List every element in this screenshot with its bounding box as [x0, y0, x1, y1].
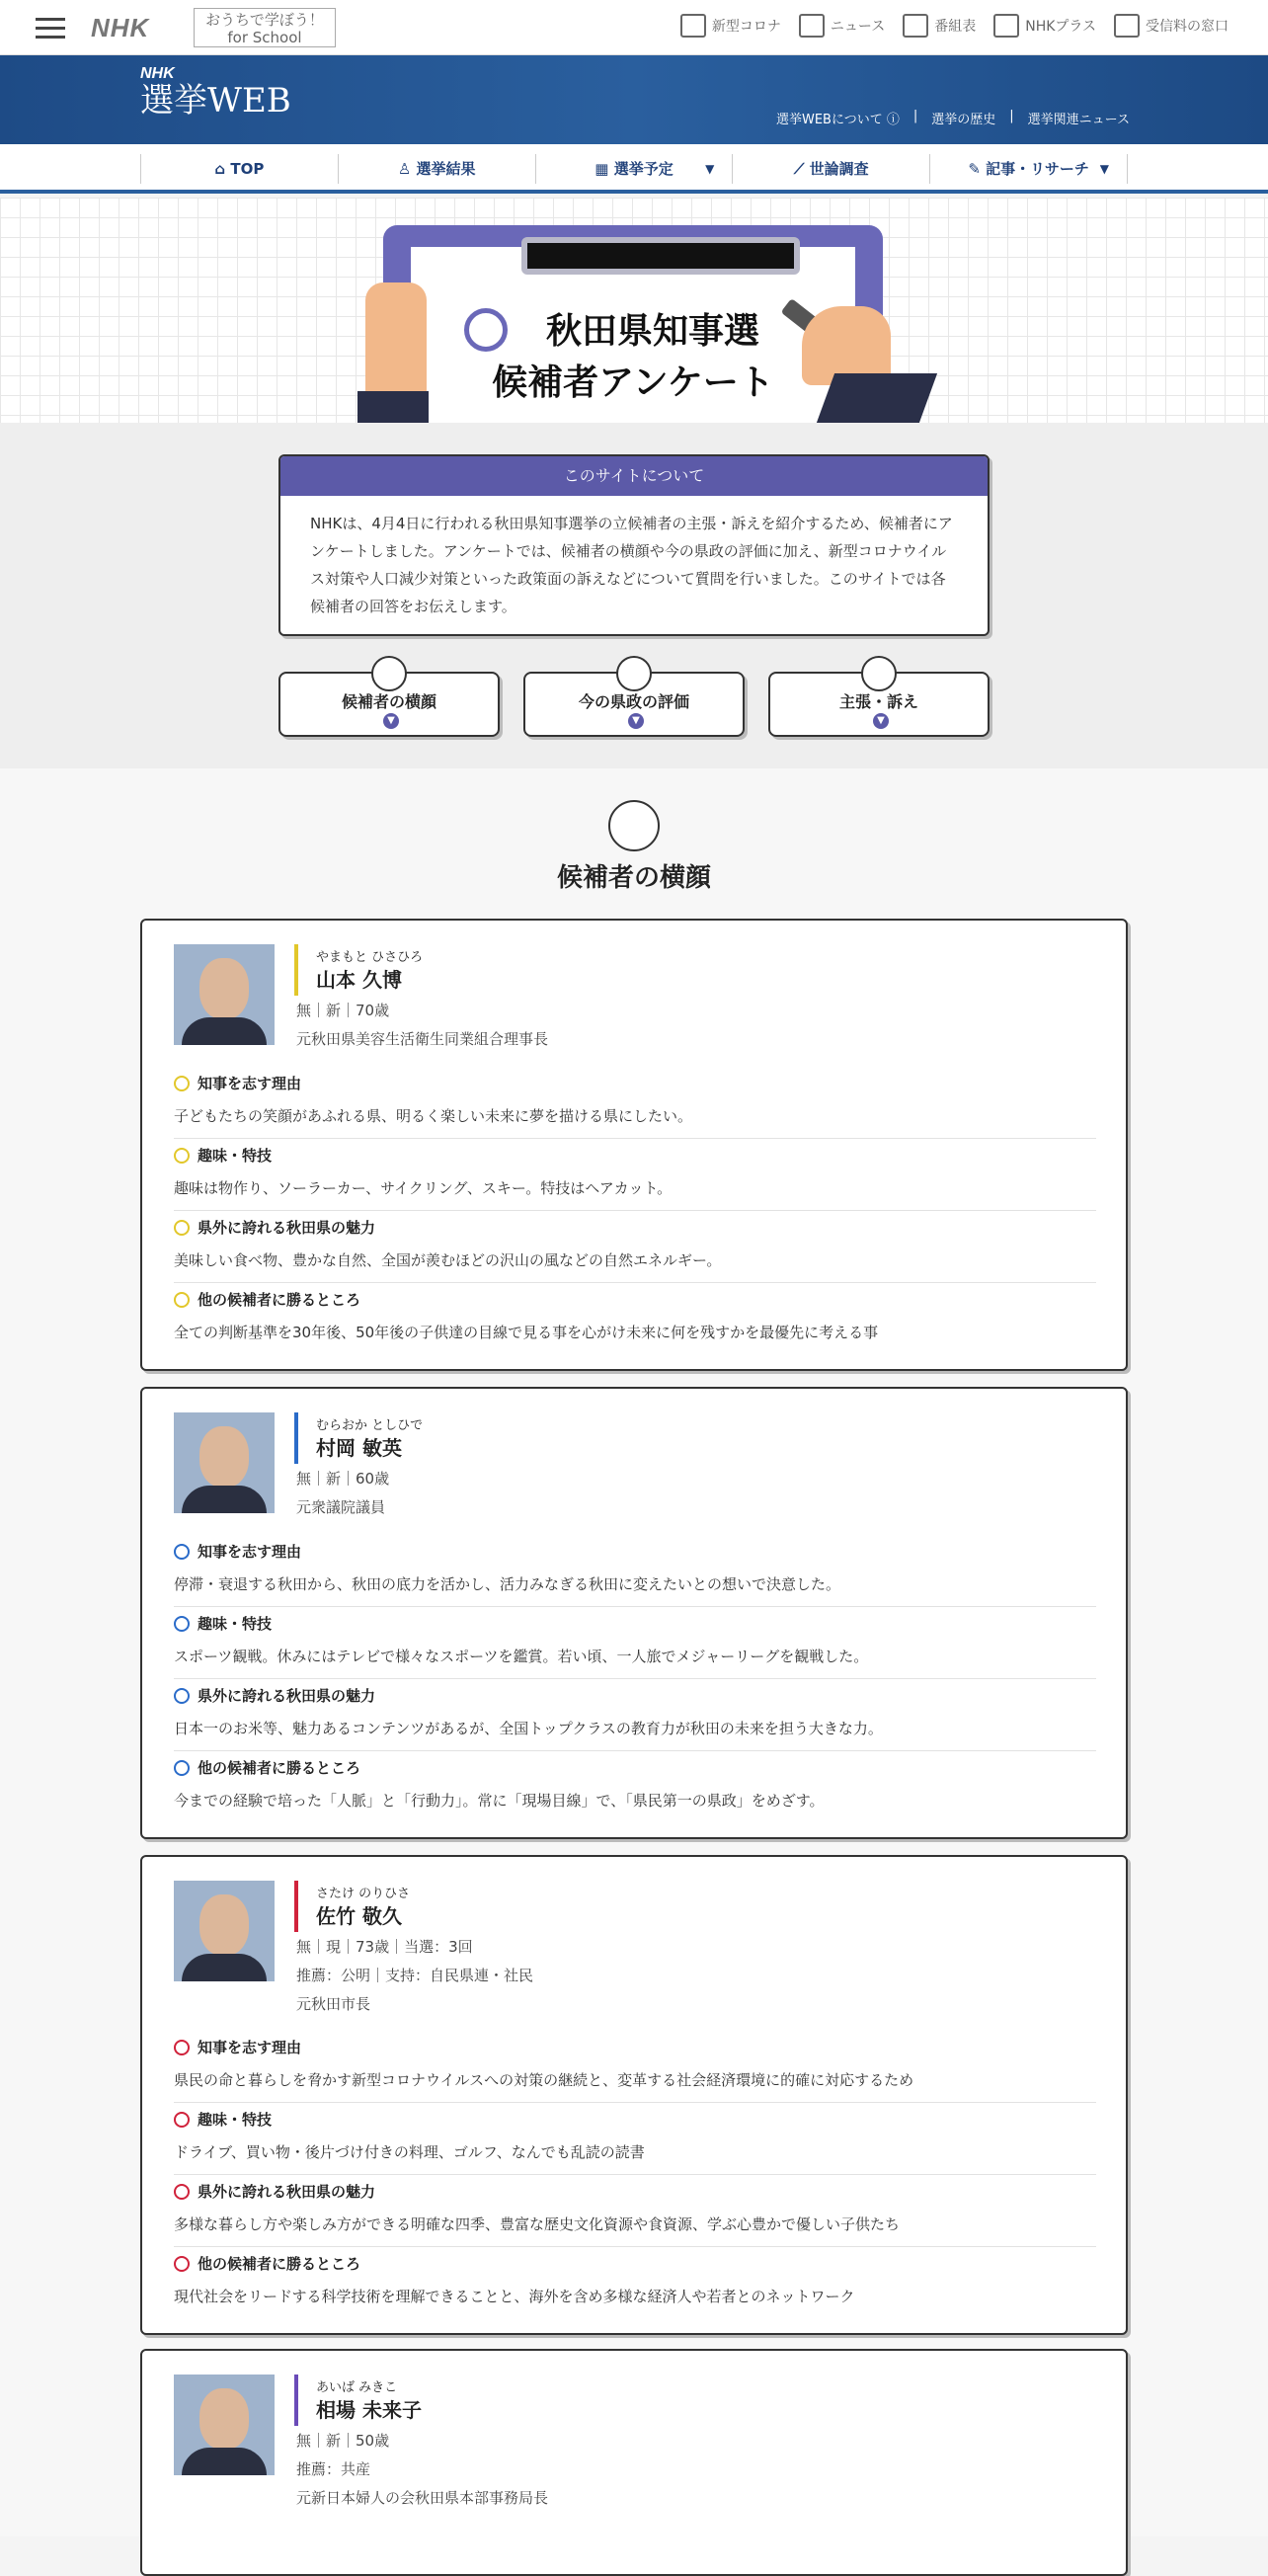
check-icon [174, 1292, 190, 1308]
header-link-news[interactable]: 選挙関連ニュース [1027, 113, 1130, 127]
candidate-meta: 無｜新｜70歳 [296, 1002, 390, 1019]
question-block [174, 2109, 1096, 2175]
check-icon [174, 2184, 190, 2200]
question-block [174, 2253, 1096, 2318]
question-label: 他の候補者に勝るところ [198, 1759, 361, 1777]
header-link-history[interactable]: 選挙の歴史 [931, 113, 996, 127]
question-label: 趣味・特技 [198, 1615, 273, 1633]
answer-text: 停滞・衰退する秋田から、秋田の底力を活かし、活力みなぎる秋田に変えたいとの想いで決意した。 [174, 1573, 1096, 1607]
person-icon [608, 800, 660, 851]
candidate-meta: 元衆議院議員 [296, 1498, 386, 1516]
candidate-kana: あいば みきこ [316, 2380, 398, 2395]
answer-text: 美味しい食べ物、豊かな自然、全国が羨むほどの沢山の風などの自然エネルギー。 [174, 1249, 1096, 1283]
question-label: 他の候補者に勝るところ [198, 1291, 361, 1309]
answer-text: スポーツ観戦。休みにはテレビで様々なスポーツを鑑賞。若い頃、一人旅でメジャーリーグを観戦した。 [174, 1646, 1096, 1679]
nhk-logo[interactable]: NHK [91, 13, 150, 42]
window-icon [1114, 14, 1140, 38]
chevron-down-icon: ▼ [1099, 162, 1109, 176]
check-icon [174, 1688, 190, 1704]
check-icon [174, 1616, 190, 1632]
answer-text: ドライブ、買い物・後片づけ付きの料理、ゴルフ、なんでも乱読の読書 [174, 2141, 1096, 2175]
candidate-name: 村岡 敏英 [316, 1436, 402, 1460]
person-icon [371, 656, 407, 691]
question-label: 県外に誇れる秋田県の魅力 [198, 1219, 376, 1237]
page-title: 秋田県知事選 候補者アンケート [492, 311, 774, 403]
answer-text: 現代社会をリードする科学技術を理解できることと、海外を含め多様な経済人や若者とのネットワーク [174, 2288, 855, 2305]
home-icon: ⌂ [214, 160, 231, 178]
answer-text: 多様な暮らし方や楽しみ方ができる明確な四季、豊富な歴史文化資源や食資源、学ぶ心豊かで優しい子供たち [174, 2214, 1096, 2247]
answer-text: 趣味は物作り、ソーラーカー、サイクリング、スキー。特技はヘアカット。 [174, 1177, 1096, 1211]
candidate-photo [174, 1881, 275, 1981]
check-icon [174, 1148, 190, 1164]
main-nav [0, 144, 1268, 194]
nav-schedule[interactable]: ▦ 選挙予定 ▼ [535, 154, 733, 184]
util-link-fee[interactable]: 受信料の窓口 [1114, 14, 1228, 38]
corona-icon [680, 14, 706, 38]
nav-poll[interactable]: ⟋ 世論調査 [732, 154, 929, 184]
check-icon [174, 1076, 190, 1091]
chevron-down-icon: ▼ [873, 713, 889, 729]
chevron-down-icon: ▼ [705, 162, 715, 176]
candidate-card [140, 1387, 1128, 1839]
grid-icon [903, 14, 928, 38]
check-icon [174, 2256, 190, 2272]
candidate-meta: 推薦：共産 [296, 2460, 371, 2478]
question-block [174, 1073, 1096, 1139]
candidate-kana: やまもと ひさひろ [316, 950, 424, 965]
answer-text: 県民の命と暮らしを脅かす新型コロナウイルスへの対策の継続と、変革する社会経済環境に的確に対応するため [174, 2069, 1096, 2103]
candidate-name: 山本 久博 [316, 968, 402, 992]
question-block [174, 2037, 1096, 2103]
candidate-photo [174, 944, 275, 1045]
header-link-about[interactable]: 選挙WEBについて ⓘ [775, 113, 900, 127]
question-label: 知事を志す理由 [198, 1543, 302, 1561]
question-label: 趣味・特技 [198, 2111, 273, 2129]
candidate-meta: 無｜現｜73歳｜当選：3回 [296, 1938, 473, 1956]
question-label: 知事を志す理由 [198, 2039, 302, 2056]
nhkplus-icon [993, 14, 1019, 38]
check-icon [174, 1760, 190, 1776]
candidate-kana: むらおか としひで [316, 1418, 424, 1433]
candidate-meta: 元秋田市長 [296, 1995, 371, 2013]
claims-button[interactable]: 主張・訴え ▼ [768, 672, 990, 737]
hamburger-menu-icon[interactable] [36, 14, 65, 40]
hand-illustration [365, 282, 427, 397]
candidate-card [140, 919, 1128, 1371]
question-block [174, 1217, 1096, 1283]
check-icon [174, 1544, 190, 1560]
candidate-meta: 元新日本婦人の会秋田県本部事務局長 [296, 2489, 549, 2507]
utility-bar [0, 0, 1268, 55]
candidate-meta: 無｜新｜60歳 [296, 1470, 390, 1488]
question-block [174, 1613, 1096, 1679]
question-block [174, 1145, 1096, 1211]
candidate-card [140, 2349, 1128, 2576]
nav-top[interactable]: ⌂ TOP [140, 154, 338, 184]
question-block [174, 1541, 1096, 1607]
question-label: 知事を志す理由 [198, 1075, 302, 1092]
site-header: NHK 選挙WEB 選挙WEBについて ⓘ | 選挙の歴史 | 選挙関連ニュース [0, 55, 1268, 144]
candidate-photo [174, 2375, 275, 2475]
answer-text: 全ての判断基準を30年後、50年後の子供達の目線で見る事を心がけ未来に何を残すかを最優先に考える事 [174, 1324, 879, 1341]
check-icon [174, 1220, 190, 1236]
question-block [174, 2181, 1096, 2247]
evaluation-button[interactable]: 今の県政の評価 ▼ [523, 672, 745, 737]
section-title: 候補者の横顔 [556, 863, 711, 893]
speech-icon [616, 656, 652, 691]
question-block [174, 1685, 1096, 1751]
answer-text: 日本一のお米等、魅力あるコンテンツがあるが、全国トップクラスの教育力が秋田の未来を担う大きな力。 [174, 1718, 1096, 1751]
candidate-photo [174, 1412, 275, 1513]
nav-articles[interactable]: ✎ 記事・リサーチ ▼ [929, 154, 1128, 184]
answer-text: 子どもたちの笑顔があふれる県、明るく楽しい未来に夢を描ける県にしたい。 [174, 1105, 1096, 1139]
candidate-meta: 無｜新｜50歳 [296, 2432, 390, 2450]
senkyo-web-logo[interactable]: NHK 選挙WEB [140, 65, 291, 121]
candidate-kana: さたけ のりひさ [316, 1887, 411, 1901]
check-icon [174, 2112, 190, 2128]
check-icon [174, 2040, 190, 2055]
candidate-name: 佐竹 敬久 [316, 1904, 402, 1928]
util-link-news[interactable]: ニュース [799, 14, 885, 38]
util-link-corona[interactable]: 新型コロナ [680, 14, 781, 38]
person-icon: ♙ [397, 160, 417, 178]
chevron-down-icon: ▼ [628, 713, 644, 729]
question-label: 県外に誇れる秋田県の魅力 [198, 2183, 376, 2201]
news-icon [799, 14, 825, 38]
question-label: 県外に誇れる秋田県の魅力 [198, 1687, 376, 1705]
chevron-down-icon: ▼ [383, 713, 399, 729]
question-label: 他の候補者に勝るところ [198, 2255, 361, 2273]
nav-results[interactable]: ♙ 選挙結果 [338, 154, 535, 184]
hero-banner [0, 198, 1268, 423]
for-school-link[interactable]: おうちで学ぼう！ for School [194, 8, 336, 47]
candidate-card [140, 1855, 1128, 2335]
answer-text: 今までの経験で培った「人脈」と「行動力」。常に「現場目線」で、「県民第一の県政」をめざす。 [174, 1792, 825, 1810]
about-box: このサイトについて NHKは、4月4日に行われる秋田県知事選挙の立候補者の主張・訴えを紹介するため、候補者にアンケートしました。アンケートでは、候補者の横顔や今の県政の評価に加え、新型コロナウイルス対策や人口減少対策といった政策面の訴えなどについて質問を行いました。このサイトでは各候補者の回答をお伝えします。 [278, 454, 990, 636]
calendar-icon: ▦ [594, 160, 614, 178]
candidate-name: 相場 未来子 [316, 2398, 422, 2422]
profile-button[interactable]: 候補者の横顔 ▼ [278, 672, 500, 737]
megaphone-icon [861, 656, 897, 691]
question-label: 趣味・特技 [198, 1147, 273, 1165]
question-block [174, 1289, 1096, 1354]
candidate-meta: 推薦：公明｜支持：自民県連・社民 [296, 1967, 534, 1984]
edit-icon: ✎ [968, 160, 987, 178]
util-link-program[interactable]: 番組表 [903, 14, 976, 38]
util-link-nhkplus[interactable]: NHKプラス [993, 14, 1096, 38]
candidate-meta: 元秋田県美容生活衛生同業組合理事長 [296, 1030, 549, 1048]
chart-icon: ⟋ [793, 160, 810, 178]
question-block [174, 1757, 1096, 1822]
